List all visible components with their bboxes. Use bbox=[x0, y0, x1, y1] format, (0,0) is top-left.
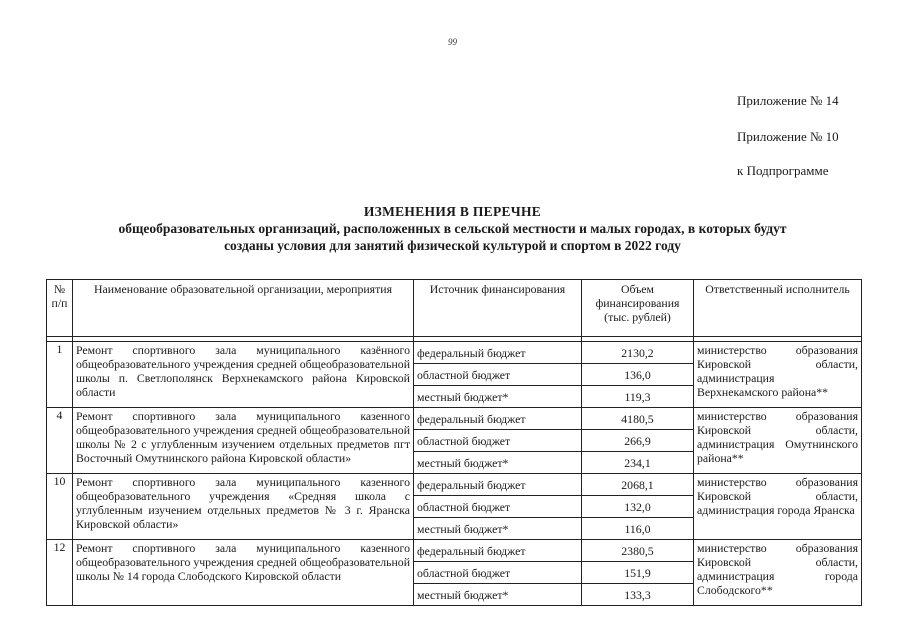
table-row bbox=[47, 342, 862, 364]
funding-source: областной бюджет bbox=[414, 562, 582, 584]
funding-source: местный бюджет* bbox=[414, 584, 582, 606]
row-name: Ремонт спортивного зала муниципального казённого общеобразовательного учреждения средней общеобразовательной школы п. Светлополянск Верхнекамского района Кировской области bbox=[73, 342, 414, 408]
funding-source: областной бюджет bbox=[414, 430, 582, 452]
header-num: № п/п bbox=[47, 280, 73, 337]
table-header-row bbox=[47, 280, 862, 337]
row-num: 10 bbox=[47, 474, 73, 540]
header-volume: Объем финансирования (тыс. рублей) bbox=[582, 280, 694, 337]
funding-source: федеральный бюджет bbox=[414, 408, 582, 430]
title-line-3: созданы условия для занятий физической культурой и спортом в 2022 году bbox=[224, 238, 681, 253]
row-num: 12 bbox=[47, 540, 73, 606]
funding-amount: 266,9 bbox=[582, 430, 694, 452]
header-name: Наименование образовательной организации, мероприятия bbox=[73, 280, 414, 337]
funding-source: федеральный бюджет bbox=[414, 474, 582, 496]
funding-amount: 116,0 bbox=[582, 518, 694, 540]
funding-source: федеральный бюджет bbox=[414, 342, 582, 364]
funding-amount: 132,0 bbox=[582, 496, 694, 518]
funding-amount: 136,0 bbox=[582, 364, 694, 386]
row-num: 4 bbox=[47, 408, 73, 474]
funding-source: местный бюджет* bbox=[414, 386, 582, 408]
document-title bbox=[0, 203, 905, 254]
funding-amount: 234,1 bbox=[582, 452, 694, 474]
funding-amount: 2130,2 bbox=[582, 342, 694, 364]
title-line-1: ИЗМЕНЕНИЯ В ПЕРЕЧНЕ bbox=[363, 204, 542, 219]
funding-amount: 2068,1 bbox=[582, 474, 694, 496]
appendix-line-1: Приложение № 14 bbox=[737, 93, 839, 108]
table-row bbox=[47, 474, 862, 496]
funding-amount: 133,3 bbox=[582, 584, 694, 606]
funding-amount: 4180,5 bbox=[582, 408, 694, 430]
funding-source: областной бюджет bbox=[414, 496, 582, 518]
header-responsible: Ответственный исполнитель bbox=[694, 280, 862, 337]
page-number: 99 bbox=[448, 37, 457, 47]
row-responsible: министерство образования Кировской области, администрация города Яранска bbox=[694, 474, 862, 540]
table-row bbox=[47, 540, 862, 562]
row-name: Ремонт спортивного зала муниципального казенного общеобразовательного учреждения средней общеобразовательной школы № 2 с углубленным изучением отдельных предметов пгт Восточный Омутнинского района Кировской области» bbox=[73, 408, 414, 474]
funding-amount: 2380,5 bbox=[582, 540, 694, 562]
row-num: 1 bbox=[47, 342, 73, 408]
row-responsible: министерство образования Кировской области, администрация Верхнекамского района** bbox=[694, 342, 862, 408]
appendix-line-2: Приложение № 10 bbox=[737, 129, 839, 144]
table-row bbox=[47, 408, 862, 430]
title-line-2: общеобразовательных организаций, расположенных в сельской местности и малых городах, в которых будут bbox=[118, 221, 787, 236]
row-responsible: министерство образования Кировской области, администрация Омутнинского района** bbox=[694, 408, 862, 474]
funding-source: областной бюджет bbox=[414, 364, 582, 386]
funding-source: местный бюджет* bbox=[414, 452, 582, 474]
row-name: Ремонт спортивного зала муниципального казенного общеобразовательного учреждения «Средняя школа с углубленным изучением отдельных предметов № 3 г. Яранска Кировской области» bbox=[73, 474, 414, 540]
funding-source: федеральный бюджет bbox=[414, 540, 582, 562]
funding-table bbox=[46, 279, 862, 606]
header-source: Источник финансирования bbox=[414, 280, 582, 337]
row-name: Ремонт спортивного зала муниципального казенного общеобразовательного учреждения средней общеобразовательной школы № 14 города Слободского Кировской области bbox=[73, 540, 414, 606]
funding-source: местный бюджет* bbox=[414, 518, 582, 540]
funding-amount: 151,9 bbox=[582, 562, 694, 584]
appendix-line-3: к Подпрограмме bbox=[737, 163, 829, 178]
funding-amount: 119,3 bbox=[582, 386, 694, 408]
row-responsible: министерство образования Кировской области, администрация города Слободского** bbox=[694, 540, 862, 606]
